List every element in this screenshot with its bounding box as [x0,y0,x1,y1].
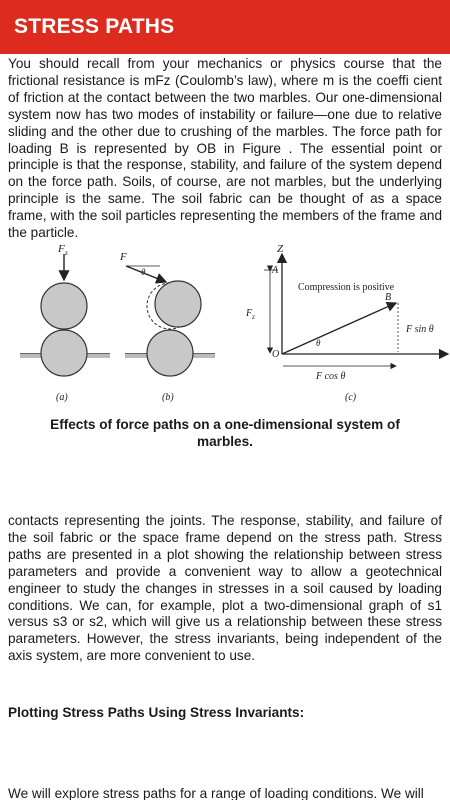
theta-c: θ [316,338,321,348]
marbles-force-path-figure [0,242,450,402]
marble-top [41,283,87,329]
fz-label: F [246,308,253,319]
panel-a [20,243,110,402]
z-axis-label: Z [277,243,284,255]
article-paragraph: contacts representing the joints. The response, stability, and failure of the soil fabric or the space frame depend on the stress path. Stress paths are presented in a plot showing the relationship between stress parameters and provide a convenient way to allow a geotechnical engineer to study the changes in stresses in a soil caused by loading conditions. We can, for example, plot a two-dimensional graph of s1 versus s3 or s2, which will give us a relationship between these stress parameters. However, the stress invariants, being independent of the axis system, are more convenient to use. [8,513,442,664]
fz-sub: z [252,313,255,321]
point-b-label: B [385,292,392,303]
panel-c [245,243,448,402]
article-paragraph: We will explore stress paths for a range of loading conditions. We will [8,786,424,800]
force-path-ob [282,303,396,354]
point-a-label: A [272,265,279,276]
theta-b: θ [141,267,146,277]
marble-top-sliding [155,281,201,327]
compression-note: Compression is positive [298,282,395,293]
panel-c-label: (c) [345,392,357,402]
panel-b [119,251,215,402]
app-bar [0,0,450,54]
force-label-a: F [58,243,65,255]
force-sub-a: z [65,249,68,257]
figure-caption: Effects of force paths on a one-dimensional system of marbles. [50,417,400,449]
fsin-label: F sin θ [406,324,434,335]
marble-bottom [41,330,87,376]
page-title: STRESS PATHS [14,15,175,38]
origin-label: O [272,349,280,360]
panel-a-label: (a) [56,392,68,402]
fcos-label: F cos θ [316,371,346,382]
article-paragraph: You should recall from your mechanics or physics course that the frictional resistance is mFz (Coulomb’s law), where m is the coeffi cient of friction at the contact between the two marbles. Our one-dimensional system now has two modes of instability or failure—one due to relative sliding and the other due to crushing of the marbles. The force path for loading B is represented by OB in Figure . The essential point or principle is that the response, stability, and failure of the system depend on the force path. Soils, of course, are not marbles, but the underlying principle is the same. The soil fabric can be thought of as a space frame, with the soil particles representing the members of the frame and the particle. [8,56,442,241]
marble-bottom-b [147,330,193,376]
force-arrow-b [126,266,166,282]
article-content[interactable] [0,54,450,800]
panel-b-label: (b) [162,392,174,402]
force-label-b: F [120,251,127,263]
section-heading: Plotting Stress Paths Using Stress Invariants: [8,705,305,720]
